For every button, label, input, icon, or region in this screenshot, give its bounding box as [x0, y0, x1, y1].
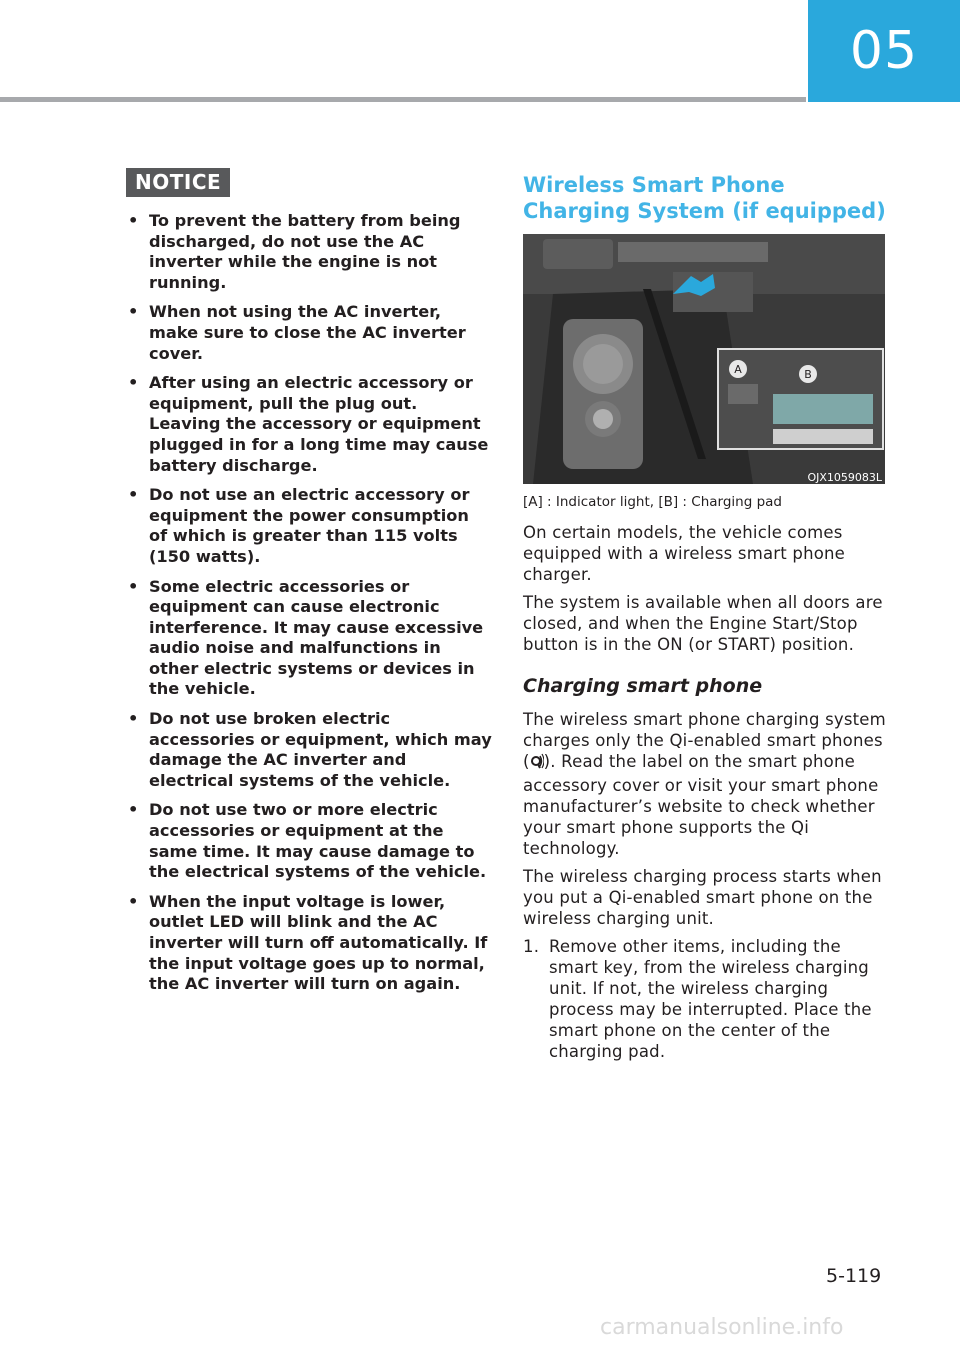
section-title: Wireless Smart Phone Charging System (if equipped) [523, 173, 886, 223]
notice-item: • Do not use an electric accessory or equipment the power consumption of which is greater than 115 volts (150 watts). [128, 485, 470, 566]
bullet-icon: • [128, 891, 139, 911]
watermark: carmanualsonline.info [600, 1315, 844, 1340]
notice-item: • Some electric accessories or equipment can cause electronic interference. It may cause excessive audio noise and malfunctions in other electric systems or devices in the vehicle. [128, 576, 484, 699]
paragraph: The system is available when all doors are closed, and when the Engine Start/Stop button is in the ON (or START) position. [523, 593, 883, 654]
subheading: Charging smart phone [523, 675, 763, 697]
page-number: 5-119 [826, 1265, 882, 1287]
paragraph-qi: The wireless smart phone charging system charges only the Qi-enabled smart phones ( ). Read the label on the smart phone accessory cover or visit your smart phone manufacturer’s website to check whether your smart phone supports the Qi technology. [523, 710, 886, 858]
header-rule [0, 97, 806, 102]
step-item: 1. Remove other items, including the smart key, from the wireless charging unit. If not, the wireless charging process may be interrupted. Place the smart phone on the center of the charging pad. [523, 937, 872, 1061]
bullet-icon: • [128, 576, 139, 596]
paragraph: The wireless charging process starts when you put a Qi-enabled smart phone on the wireless charging unit. [523, 867, 882, 928]
console-photo [523, 234, 885, 484]
bullet-icon: • [128, 302, 139, 322]
chapter-tab [808, 0, 960, 102]
paragraph: On certain models, the vehicle comes equipped with a wireless smart phone charger. [523, 523, 846, 584]
photo-caption: [A] : Indicator light, [B] : Charging pad [523, 494, 782, 510]
step-number: 1. [523, 937, 540, 956]
notice-column [122, 168, 492, 1004]
photo-code: OJX1059083L [807, 471, 882, 484]
label-a: A [734, 363, 742, 376]
notice-item: • Do not use broken electric accessories or equipment, which may damage the AC inverter and electrical systems of the vehicle. [128, 709, 492, 790]
center-console-illustration [523, 234, 885, 484]
label-b: B [804, 368, 812, 381]
notice-item: • After using an electric accessory or equipment, pull the plug out. Leaving the accessory or equipment plugged in for a long time may cause battery discharge. [128, 373, 489, 475]
bullet-icon: • [128, 485, 139, 505]
bullet-icon: • [128, 211, 139, 230]
notice-item: • When the input voltage is lower, outlet LED will blink and the AC inverter will turn off automatically. If the input voltage goes up to normal, the AC inverter will turn on again. [128, 891, 488, 994]
notice-item: • When not using the AC inverter, make sure to close the AC inverter cover. [128, 302, 466, 363]
content-column [523, 172, 888, 1062]
chapter-number: 05 [849, 21, 919, 81]
notice-badge: NOTICE [126, 168, 230, 197]
qi-wireless-icon [530, 753, 544, 775]
bullet-icon: • [128, 373, 139, 393]
notice-item: • Do not use two or more electric accessories or equipment at the same time. It may cause damage to the electrical systems of the vehicle. [128, 800, 487, 882]
bullet-icon: • [128, 800, 139, 820]
notice-list [122, 211, 492, 995]
bullet-icon: • [128, 709, 139, 729]
notice-item: • To prevent the battery from being discharged, do not use the AC inverter while the engine is not running. [128, 211, 461, 292]
